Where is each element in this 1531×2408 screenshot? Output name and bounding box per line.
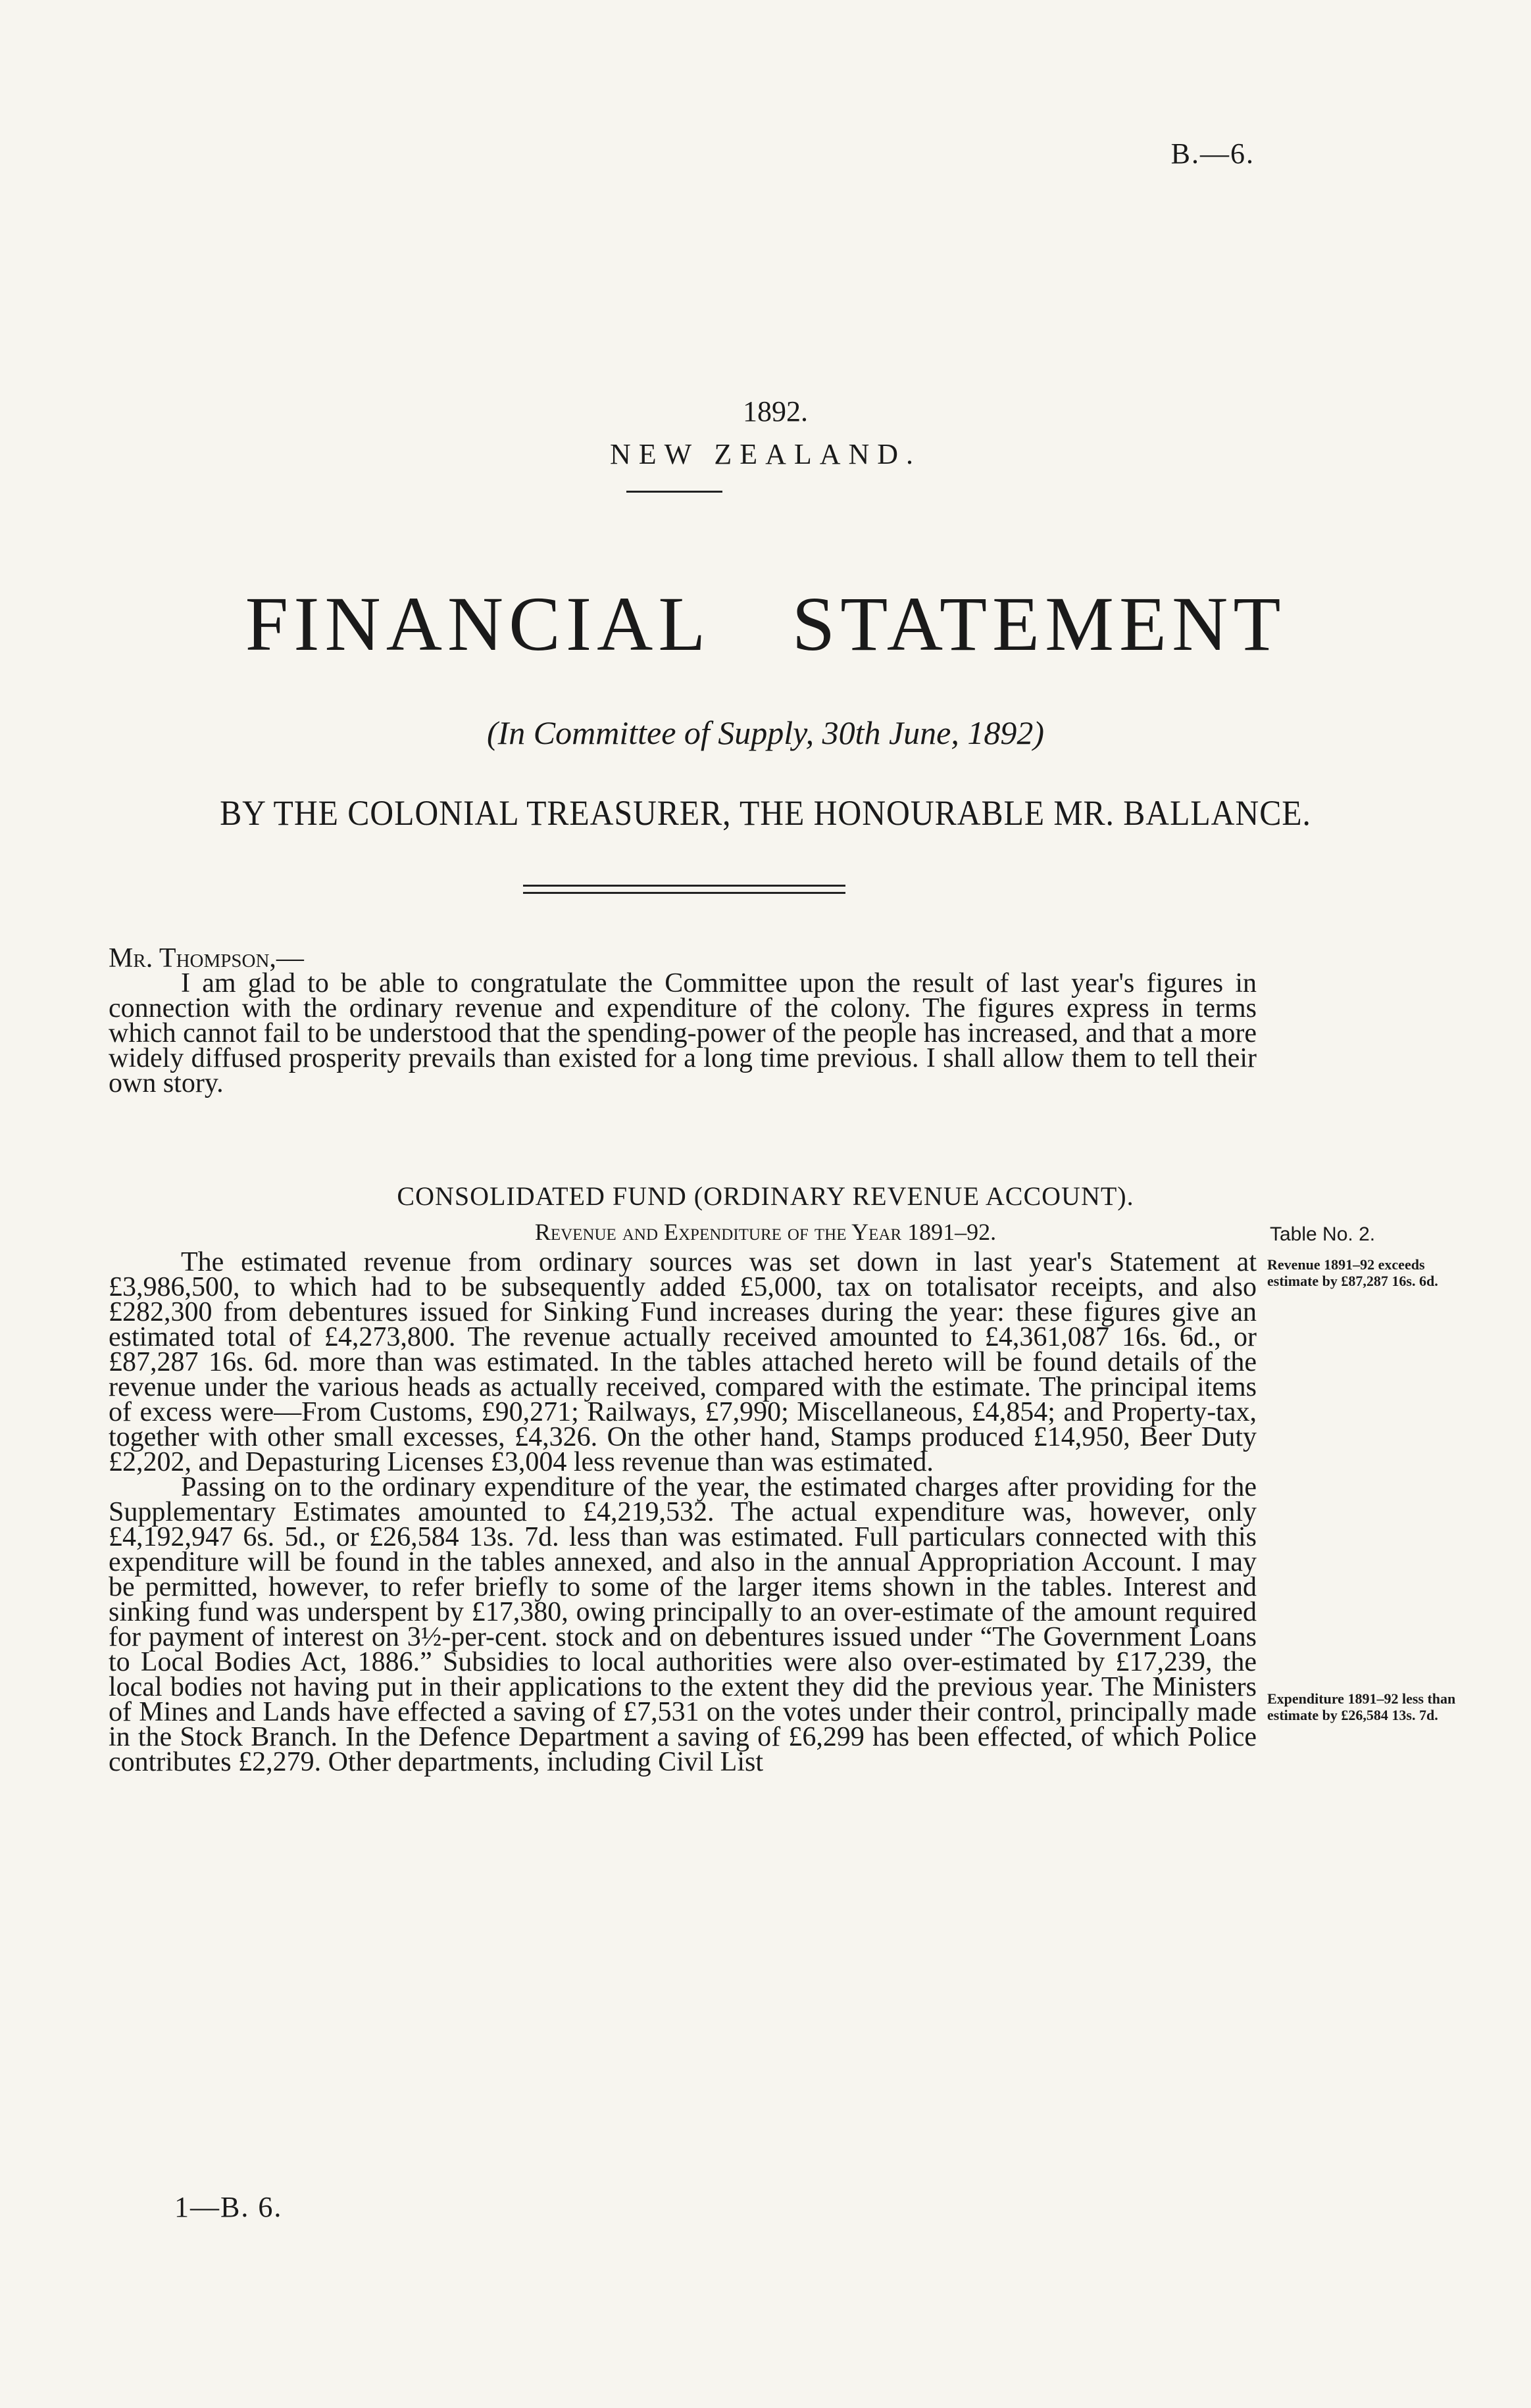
salutation: Mr. Thompson,— bbox=[109, 943, 304, 973]
revenue-paragraph: The estimated revenue from ordinary sources was set down in last year's Statement at £3,986,500, to which had to be subsequently added £5,000, tax on totalisator receipts, and also £282,300 from debentures issued for Sinking Fund increases during the year: these figures give an estimated total of £4,273,800. The revenue actually received amounted to £4,361,087 16s. 6d., or £87,287 16s. 6d. more than was estimated. In the tables attached hereto will be found details of the revenue under the various heads as actually received, compared with the estimate. The principal items of excess were—From Customs, £90,271; Railways, £7,990; Miscellaneous, £4,854; and Property-tax, together with other small excesses, £4,326. On the other hand, Stamps produced £14,950, Beer Duty £2,202, and Depasturing Licenses £3,004 less revenue than was estimated. bbox=[109, 1247, 1257, 1477]
revenue-expenditure-section bbox=[109, 1247, 1257, 1777]
document-year: 1892. bbox=[743, 395, 808, 428]
header-rule bbox=[626, 491, 722, 493]
intro-section bbox=[109, 943, 1257, 1098]
page-reference: B.—6. bbox=[1170, 137, 1255, 170]
signature-mark: 1—B. 6. bbox=[174, 2191, 283, 2223]
expenditure-paragraph: Passing on to the ordinary expenditure of the year, the estimated charges after providing for the Supplementary Estimates amounted to £4,219,532. The actual expenditure was, however, only £4,192,947 6s. 5d., or £26,584 13s. 7d. less than was estimated. Full particulars connected with this expenditure will be found in the tables annexed, and also in the annual Appropriation Account. I may be permitted, however, to refer briefly to some of the larger items shown in the tables. Interest and sinking fund was underspent by £17,380, owing principally to an over-estimate of the amount required for payment of interest on 3½-per-cent. stock and on debentures issued under “The Government Loans to Local Bodies Act, 1886.” Subsidies to local authorities were also over-estimated by £17,239, the local bodies not having put in their applications to the extent they did the previous year. The Ministers of Mines and Lands have effected a saving of £7,531 on the votes under their control, principally made in the Stock Branch. In the Defence Department a saving of £6,299 has been effected, of which Police contributes £2,279. Other departments, including Civil List bbox=[109, 1472, 1257, 1777]
margin-note-expenditure: Expenditure 1891–92 less than estimate by £26,584 13s. 7d. bbox=[1267, 1690, 1456, 1723]
margin-note-revenue: Revenue 1891–92 exceeds estimate by £87,287 16s. 6d. bbox=[1267, 1256, 1438, 1289]
section-heading: CONSOLIDATED FUND (ORDINARY REVENUE ACCOUNT). bbox=[397, 1181, 1134, 1211]
main-title: FINANCIAL STATEMENT bbox=[245, 581, 1286, 667]
subtitle: (In Committee of Supply, 30th June, 1892) bbox=[486, 714, 1045, 751]
intro-paragraph: I am glad to be able to congratulate the Committee upon the result of last year's figures in connection with the ordinary revenue and expenditure of the colony. The figures express in terms which cannot fail to be understood that the spending-power of the people has increased, and that a more widely diffused prosperity prevails than existed for a long time previous. I shall allow them to tell their own story. bbox=[109, 968, 1257, 1098]
table-reference: Table No. 2. bbox=[1270, 1223, 1376, 1245]
title-double-rule bbox=[523, 885, 845, 894]
section-subheading: Revenue and Expenditure of the Year 1891–92. bbox=[534, 1219, 997, 1245]
document-country: NEW ZEALAND. bbox=[609, 438, 922, 470]
byline: BY THE COLONIAL TREASURER, THE HONOURABLE MR. BALLANCE. bbox=[220, 793, 1311, 833]
